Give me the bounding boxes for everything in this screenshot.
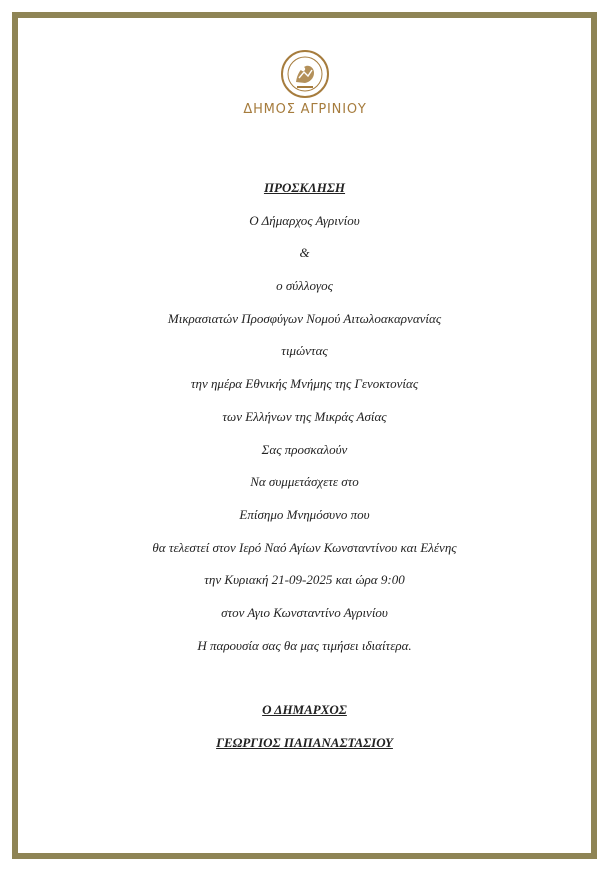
invitation-line: τιμώντας: [281, 343, 328, 359]
municipality-seal-icon: [279, 48, 331, 100]
invitation-line: την ημέρα Εθνικής Μνήμης της Γενοκτονίας: [190, 376, 419, 392]
invitation-body: [0, 178, 609, 766]
invitation-line: ο σύλλογος: [276, 278, 333, 294]
invitation-line: &: [299, 245, 310, 261]
invitation-line: Η παρουσία σας θα μας τιμήσει ιδιαίτερα.: [197, 637, 412, 653]
invitation-heading: ΠΡΟΣΚΛΗΣΗ: [263, 180, 346, 195]
signature-name: ΓΕΩΡΓΙΟΣ ΠΑΠΑΝΑΣΤΑΣΙΟΥ: [216, 735, 393, 750]
invitation-line: θα τελεστεί στον Ιερό Ναό Αγίων Κωνσταντίνου και Ελένης: [152, 539, 457, 555]
invitation-line: Να συμμετάσχετε στο: [250, 474, 359, 490]
municipality-logo: [240, 48, 370, 138]
invitation-line: Μικρασιατών Προσφύγων Νομού Αιτωλοακαρνανίας: [167, 310, 442, 326]
invitation-line: την Κυριακή 21-09-2025 και ώρα 9:00: [204, 572, 405, 588]
municipality-name: ΔΗΜΟΣ ΑΓΡΙΝΙΟΥ: [243, 102, 367, 117]
signature-title: Ο ΔΗΜΑΡΧΟΣ: [262, 702, 347, 718]
invitation-line: Ο Δήμαρχος Αγρινίου: [249, 212, 360, 228]
invitation-line: Επίσημο Μνημόσυνο που: [239, 506, 370, 522]
invitation-line: των Ελλήνων της Μικράς Ασίας: [222, 408, 387, 424]
invitation-line: στον Αγιο Κωνσταντίνο Αγρινίου: [221, 604, 388, 620]
invitation-line: Σας προσκαλούν: [261, 441, 348, 457]
